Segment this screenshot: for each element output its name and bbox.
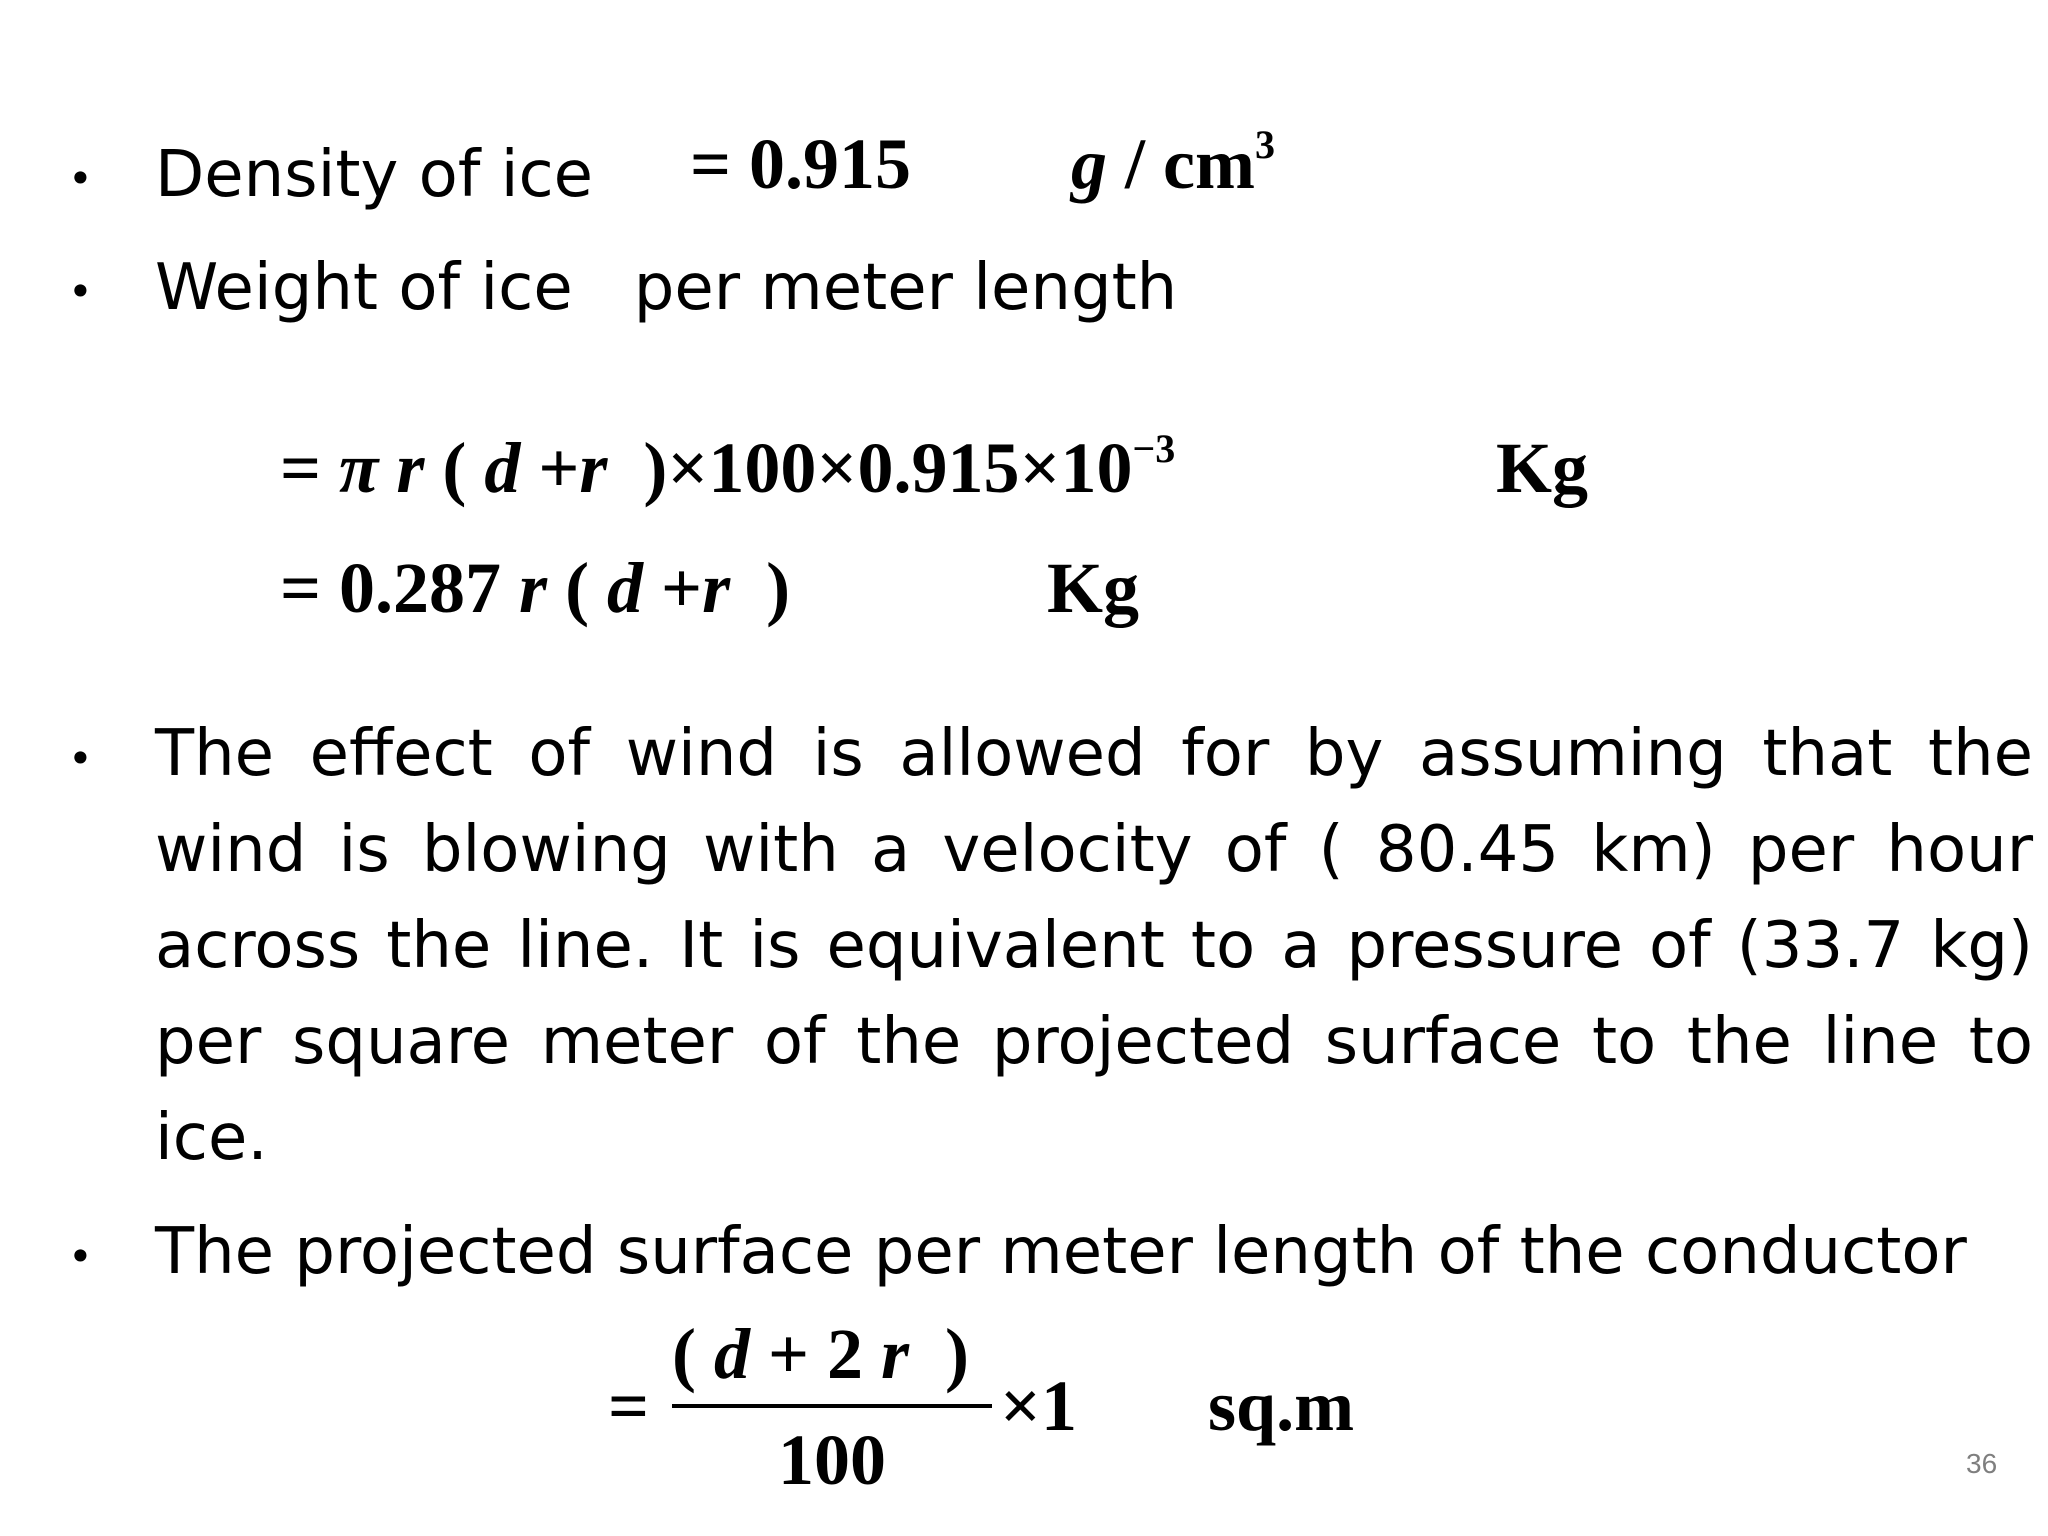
numerator-close: ) bbox=[909, 1314, 970, 1394]
numerator-open: ( bbox=[672, 1314, 714, 1394]
bullet-1: • bbox=[68, 154, 93, 203]
weight-eq2-d: d bbox=[607, 548, 644, 628]
weight-eq2-plus: + bbox=[643, 548, 703, 628]
bullet-2: • bbox=[68, 267, 93, 316]
projected-eq-sign: = bbox=[608, 1366, 650, 1446]
weight-eq1-r2: r bbox=[579, 428, 608, 508]
weight-equation-2 bbox=[280, 548, 791, 628]
weight-eq1-exp: −3 bbox=[1132, 426, 1176, 471]
density-value bbox=[690, 122, 1275, 204]
weight-eq2-pre: = 0.287 bbox=[280, 548, 520, 628]
numerator-r: r bbox=[881, 1314, 910, 1394]
projected-numerator bbox=[672, 1314, 970, 1394]
density-unit: / cm bbox=[1107, 124, 1255, 204]
weight-eq2-unit: Kg bbox=[1047, 548, 1140, 628]
weight-eq1-pre: = bbox=[280, 428, 340, 508]
density-label: Density of ice bbox=[155, 138, 594, 212]
numerator-plus: + 2 bbox=[749, 1314, 882, 1394]
projected-surface-label: The projected surface per meter length of the conductor bbox=[155, 1215, 1967, 1289]
weight-eq1-rest: )×100×0.915×10 bbox=[607, 428, 1133, 508]
wind-effect-paragraph: The effect of wind is allowed for by assuming that the wind is blowing with a velocity of ( 80.45 km) per hour across the line. It is equivalent to a pressure of (33.7 kg) per square meter of the projected surface to the line to ice. bbox=[155, 717, 2033, 1175]
weight-eq1-open: ( bbox=[424, 428, 485, 508]
page-number: 36 bbox=[1966, 1448, 1998, 1479]
projected-denominator: 100 bbox=[778, 1420, 886, 1500]
weight-eq2-r1: r bbox=[519, 548, 548, 628]
projected-unit: sq.m bbox=[1208, 1366, 1355, 1446]
weight-eq1-d: d bbox=[484, 428, 521, 508]
fraction-bar bbox=[672, 1404, 992, 1408]
weight-equation-1 bbox=[280, 426, 1176, 508]
pi-symbol: π bbox=[339, 428, 379, 508]
numerator-d: d bbox=[713, 1314, 750, 1394]
weight-eq1-plus: + bbox=[520, 428, 580, 508]
weight-label: Weight of ice per meter length bbox=[155, 251, 1178, 325]
weight-eq2-r2: r bbox=[702, 548, 731, 628]
density-eq: = 0.915 bbox=[690, 124, 912, 204]
density-g: g bbox=[1071, 124, 1108, 204]
weight-eq2-open: ( bbox=[547, 548, 608, 628]
weight-eq1-r1: r bbox=[378, 428, 425, 508]
weight-eq2-close: ) bbox=[730, 548, 791, 628]
weight-eq1-unit: Kg bbox=[1496, 428, 1589, 508]
bullet-3: • bbox=[68, 734, 93, 783]
projected-times: ×1 bbox=[1000, 1366, 1078, 1446]
density-exp: 3 bbox=[1254, 122, 1275, 167]
bullet-4: • bbox=[68, 1232, 93, 1281]
